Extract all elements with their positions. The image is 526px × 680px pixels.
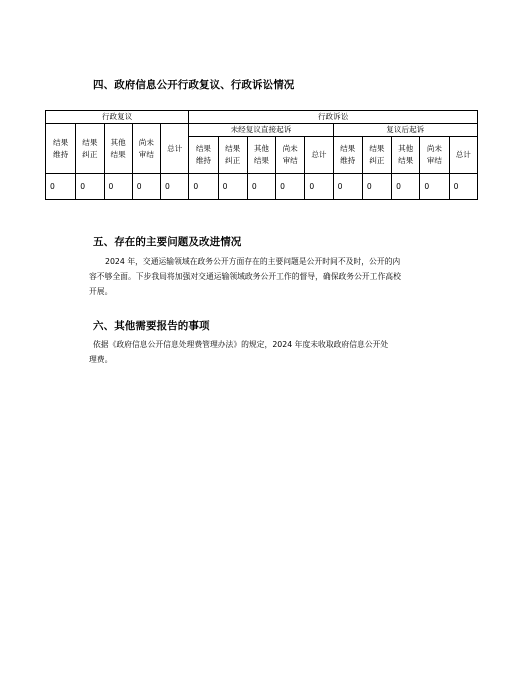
value-cell: 0: [333, 174, 362, 200]
value-cell: 0: [132, 174, 160, 200]
paragraph-line: 容不够全面。下步我局将加强对交通运输领域政务公开工作的督导，确保政务公开工作高校: [89, 272, 401, 281]
value-cell: 0: [161, 174, 189, 200]
header-pending: 尚未 审结: [420, 137, 449, 174]
admin-litigation-header: 行政诉讼: [189, 111, 478, 124]
value-cell: 0: [449, 174, 477, 200]
review-litigation-table: [45, 110, 478, 200]
section-5-paragraph: [89, 254, 455, 299]
value-cell: 0: [46, 174, 76, 200]
header-other: 其他 结果: [247, 137, 275, 174]
header-corrected: 结果 纠正: [362, 137, 391, 174]
header-other: 其他 结果: [104, 124, 132, 174]
no-review-litigation-header: 未经复议直接起诉: [189, 124, 333, 137]
value-cell: 0: [218, 174, 247, 200]
value-cell: 0: [362, 174, 391, 200]
header-total: 总计: [161, 124, 189, 174]
header-total: 总计: [305, 137, 333, 174]
value-cell: 0: [247, 174, 275, 200]
paragraph-line: 2024 年，交通运输领域在政务公开方面存在的主要问题是公开时间不及时，公开的内: [105, 257, 401, 266]
header-upheld: 结果 维持: [46, 124, 76, 174]
header-corrected: 结果 纠正: [76, 124, 104, 174]
section-4-heading: 四、政府信息公开行政复议、行政诉讼情况: [93, 79, 295, 91]
header-pending: 尚未 审结: [132, 124, 160, 174]
after-review-litigation-header: 复议后起诉: [333, 124, 477, 137]
value-cell: 0: [276, 174, 305, 200]
value-cell: 0: [305, 174, 333, 200]
section-6-paragraph: [89, 337, 455, 367]
admin-review-header: 行政复议: [46, 111, 189, 124]
header-corrected: 结果 纠正: [218, 137, 247, 174]
section-5-heading: 五、存在的主要问题及改进情况: [93, 236, 242, 248]
header-other: 其他 结果: [392, 137, 420, 174]
header-upheld: 结果 维持: [189, 137, 218, 174]
paragraph-line: 开展。: [89, 287, 113, 296]
value-cell: 0: [420, 174, 449, 200]
paragraph-line: 依据《政府信息公开信息处理费管理办法》的规定，2024 年度未收取政府信息公开处: [93, 340, 389, 349]
value-cell: 0: [104, 174, 132, 200]
value-cell: 0: [76, 174, 104, 200]
header-total: 总计: [449, 137, 477, 174]
header-pending: 尚未 审结: [276, 137, 305, 174]
paragraph-line: 理费。: [89, 355, 113, 364]
section-6-heading: 六、其他需要报告的事项: [93, 320, 210, 332]
header-upheld: 结果 维持: [333, 137, 362, 174]
value-cell: 0: [392, 174, 420, 200]
value-cell: 0: [189, 174, 218, 200]
